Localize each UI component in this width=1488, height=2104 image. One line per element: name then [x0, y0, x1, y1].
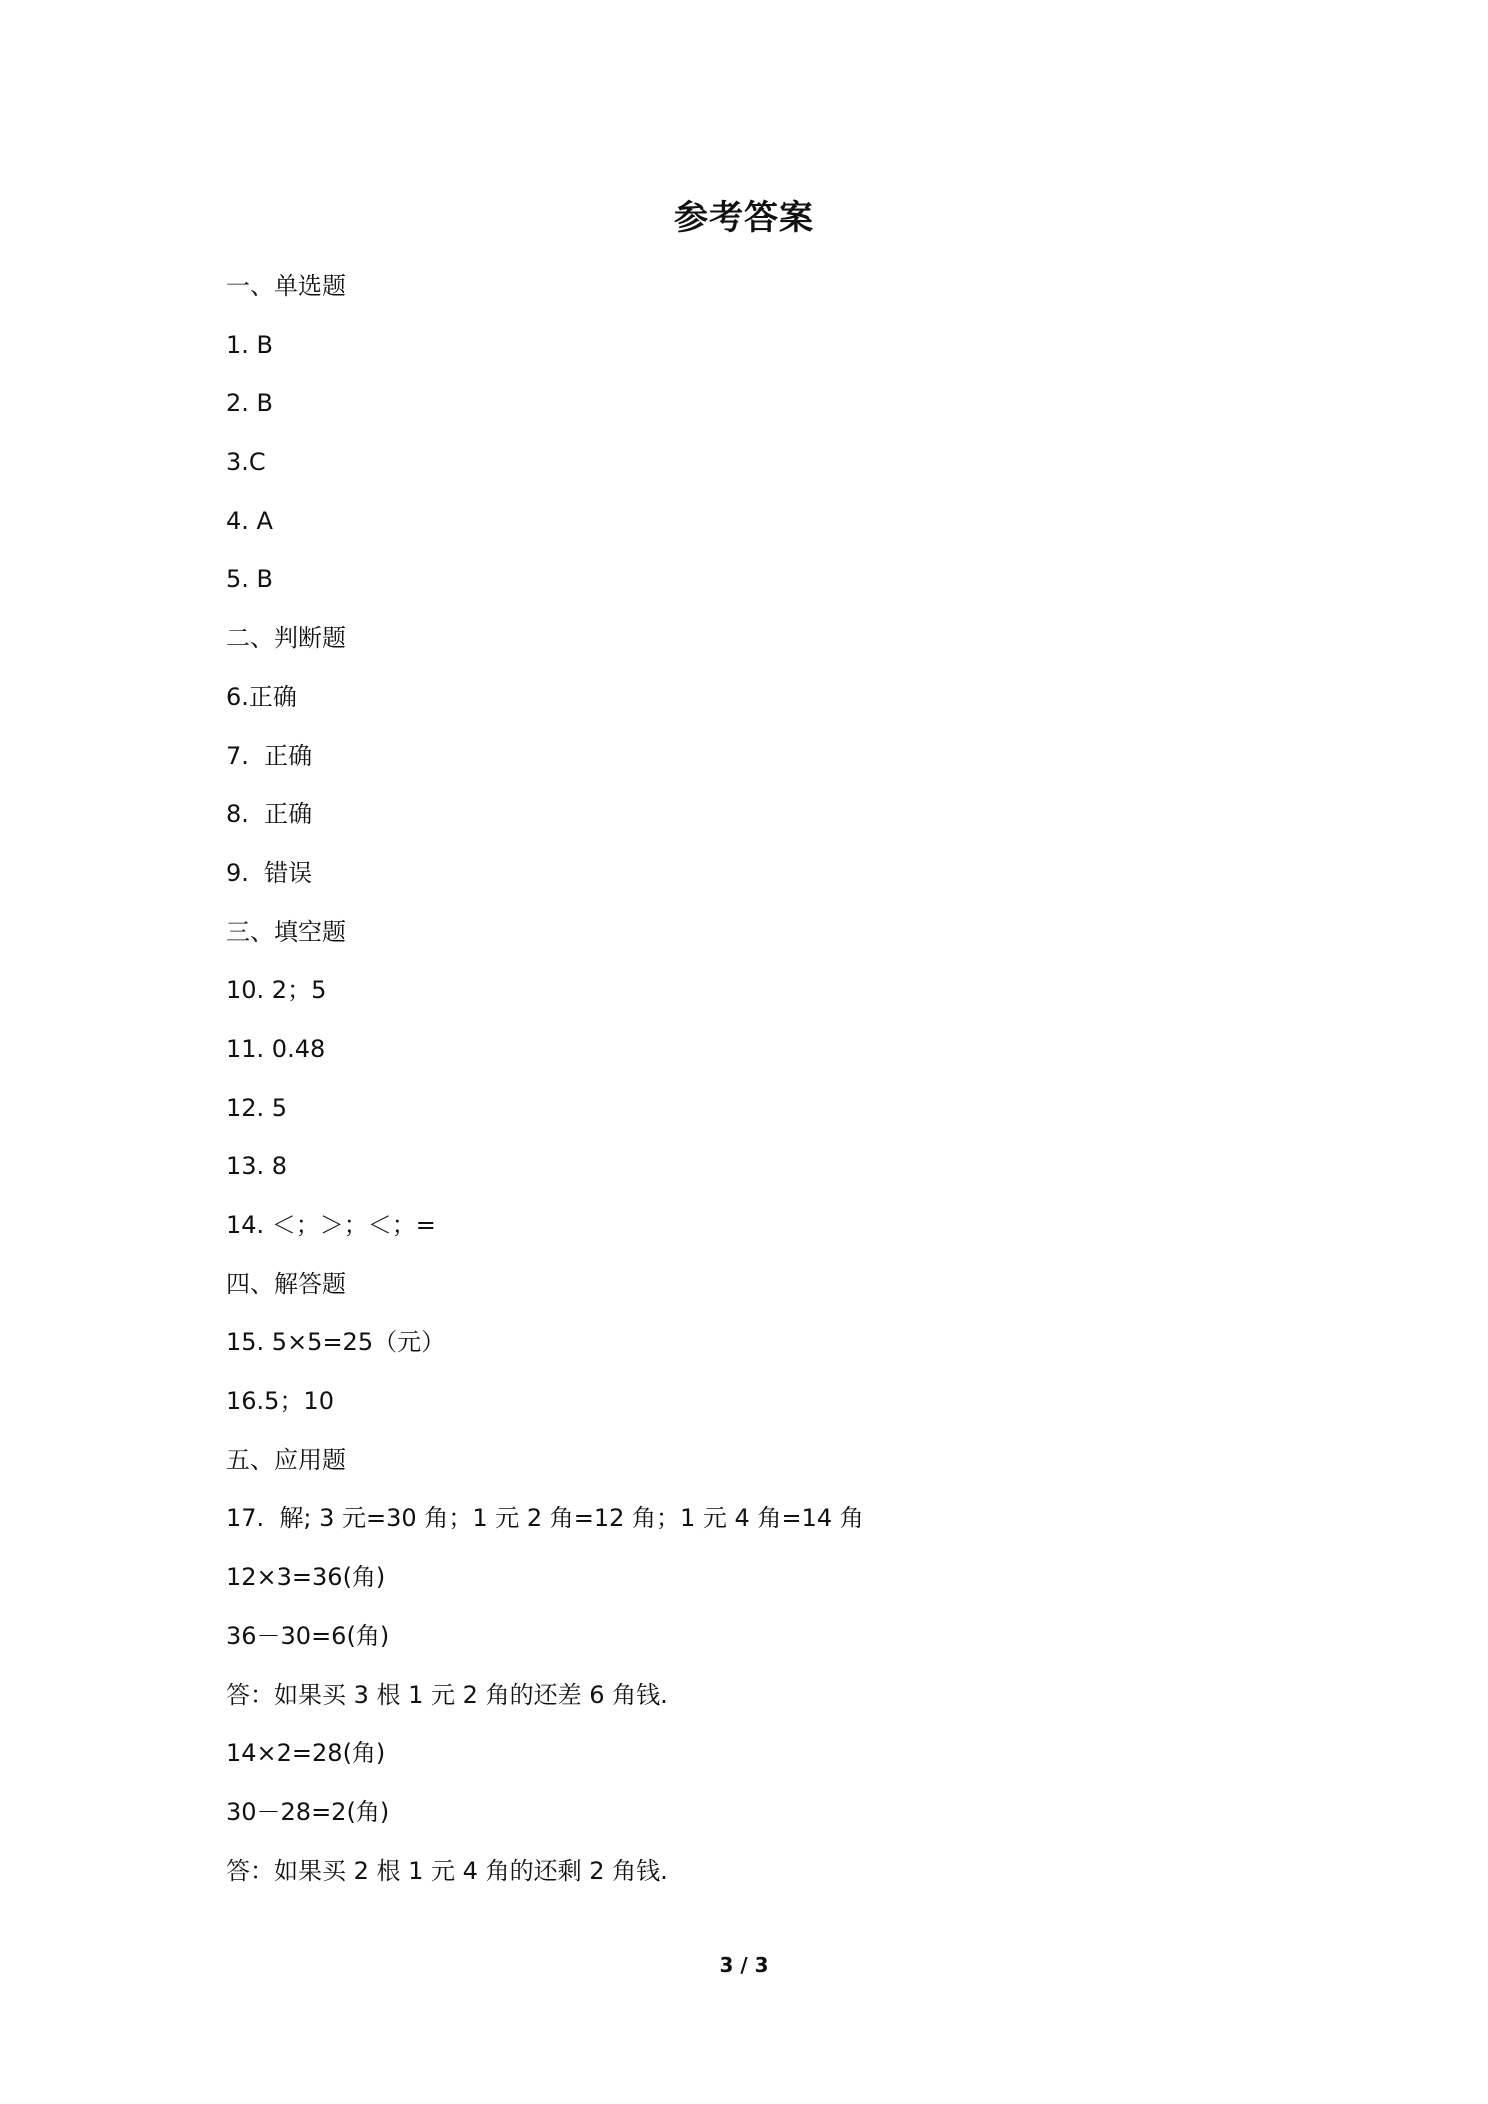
calculation-line: 36－30=6(角): [226, 1621, 390, 1650]
answer-line-15: 15. 5×5=25（元）: [226, 1328, 446, 1357]
section-heading-solutions: 四、解答题: [226, 1269, 346, 1298]
section-heading-single-choice: 一、单选题: [226, 272, 346, 300]
answer-line-2: 2. B: [226, 389, 273, 418]
answer-list: [226, 264, 1326, 1907]
answer-line-5: 5. B: [226, 565, 273, 594]
answer-line-17: 17. 解; 3 元=30 角；1 元 2 角=12 角；1 元 4 角=14 角: [226, 1504, 864, 1533]
answer-line-9: 9. 错误: [226, 858, 313, 887]
page-number: 3 / 3: [719, 1953, 769, 1977]
section-heading-true-false: 二、判断题: [226, 624, 346, 653]
answer-line-6: 6.正确: [226, 682, 297, 711]
answer-line-7: 7. 正确: [226, 741, 313, 770]
calculation-line: 30－28=2(角): [226, 1797, 390, 1826]
calculation-line: 14×2=28(角): [226, 1739, 386, 1768]
answer-line-3: 3.C: [226, 448, 266, 477]
answer-sentence: 答：如果买 2 根 1 元 4 角的还剩 2 角钱.: [226, 1856, 668, 1885]
answer-line-14: 14. ＜；＞；＜；=: [226, 1211, 436, 1239]
answer-line-4: 4. A: [226, 506, 273, 535]
answer-line-1: 1. B: [226, 330, 273, 359]
answer-sentence: 答：如果买 3 根 1 元 2 角的还差 6 角钱.: [226, 1680, 668, 1709]
section-heading-fill-blank: 三、填空题: [226, 917, 346, 946]
section-heading-application: 五、应用题: [226, 1445, 346, 1474]
answer-line-16: 16.5；10: [226, 1387, 334, 1416]
answer-line-10: 10. 2；5: [226, 976, 327, 1005]
answer-line-11: 11. 0.48: [226, 1034, 326, 1063]
answer-line-13: 13. 8: [226, 1152, 288, 1181]
calculation-line: 12×3=36(角): [226, 1563, 386, 1592]
page-title: 参考答案: [674, 198, 814, 238]
answer-line-8: 8. 正确: [226, 800, 313, 829]
answer-line-12: 12. 5: [226, 1093, 288, 1122]
